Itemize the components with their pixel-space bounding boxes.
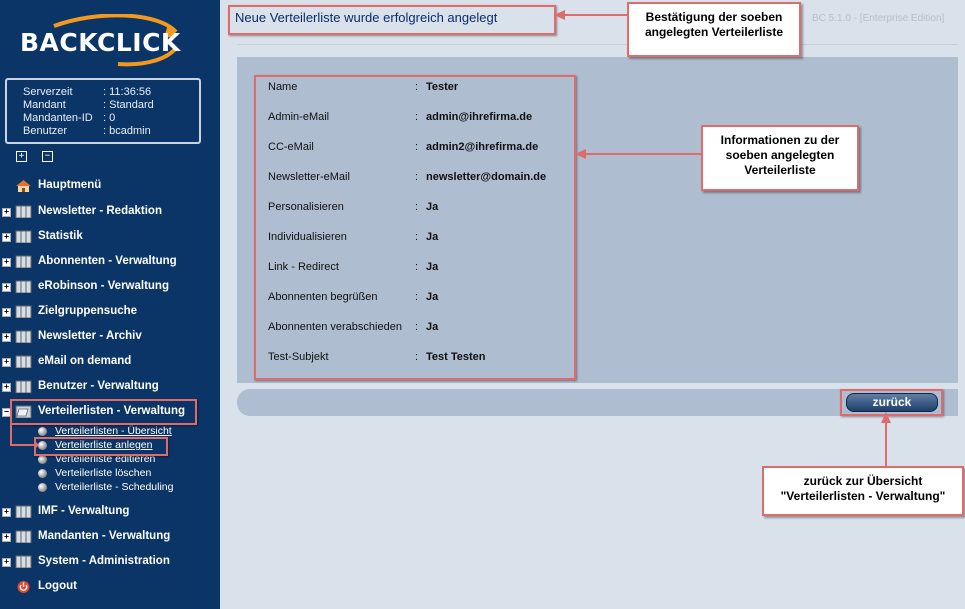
highlight-success-message: [228, 5, 556, 35]
callout-info: Informationen zu der soeben angelegten Verteilerliste: [701, 125, 859, 191]
plus-icon[interactable]: +: [2, 533, 11, 542]
sidebar: BACKCLICK Serverzeit : 11:36:56 Mandant : Standard Mandanten-ID : 0 Benutzer : bcadmin + − Hauptmenü + Newsletter - Redaktion + Statistik + Abonnenten - Verwaltung + eRobinson - Verwaltung + Zielgruppensuche + Newsletter - Archiv + eMail on demand + Benutzer - Verwaltung − Verteilerlisten - Verwaltung Verteilerlisten - Übersicht Verteilerliste anlegen Verteilerliste editieren Verteilerliste löschen Verteilerliste - Scheduling + IMF - Verwaltung + Mandanten - Verwaltung + System - Administration Logout: [0, 0, 220, 609]
menu-item-abonnenten-verwaltung[interactable]: + Abonnenten - Verwaltung: [0, 252, 220, 272]
annotation-arrow-info-icon: [575, 147, 703, 161]
menu-item-mandanten-verwaltung[interactable]: + Mandanten - Verwaltung: [0, 527, 220, 547]
plus-icon[interactable]: +: [2, 358, 11, 367]
backclick-logo: [18, 14, 198, 70]
plus-icon[interactable]: +: [2, 283, 11, 292]
menu-item-logout[interactable]: Logout: [0, 577, 220, 597]
divider: [237, 44, 958, 45]
cabinet-icon: [15, 555, 32, 568]
cabinet-icon: [15, 355, 32, 368]
home-icon: [15, 179, 32, 192]
bullet-icon: [38, 469, 47, 478]
success-message: Neue Verteilerliste wurde erfolgreich angelegt: [235, 10, 498, 25]
plus-icon[interactable]: +: [2, 308, 11, 317]
annotation-arrow-sidebar-icon: [5, 418, 40, 450]
callout-back: zurück zur Übersicht "Verteilerlisten - Verwaltung": [762, 466, 964, 516]
collapse-all-icon[interactable]: −: [42, 151, 53, 162]
cabinet-icon: [15, 280, 32, 293]
menu-item-system-administration[interactable]: + System - Administration: [0, 552, 220, 572]
zurueck-button[interactable]: zurück: [846, 393, 938, 412]
logo-text: BACKCLICK: [20, 28, 181, 57]
menu-item-zielgruppensuche[interactable]: + Zielgruppensuche: [0, 302, 220, 322]
bullet-icon: [38, 455, 47, 464]
highlight-details: [254, 75, 576, 380]
menu-item-benutzer-verwaltung[interactable]: + Benutzer - Verwaltung: [0, 377, 220, 397]
menu-item-email-on-demand[interactable]: + eMail on demand: [0, 352, 220, 372]
cabinet-icon: [15, 530, 32, 543]
cabinet-icon: [15, 380, 32, 393]
cabinet-icon: [15, 505, 32, 518]
plus-icon[interactable]: +: [2, 508, 11, 517]
plus-icon[interactable]: +: [2, 208, 11, 217]
menu-item-verteilerlisten-verwaltung[interactable]: − Verteilerlisten - Verwaltung: [0, 402, 220, 422]
menu-item-hauptmenue[interactable]: Hauptmenü: [0, 176, 220, 196]
expand-all-icon[interactable]: +: [16, 151, 27, 162]
menu-item-erobinson-verwaltung[interactable]: + eRobinson - Verwaltung: [0, 277, 220, 297]
plus-icon[interactable]: +: [2, 333, 11, 342]
menu-item-newsletter-archiv[interactable]: + Newsletter - Archiv: [0, 327, 220, 347]
highlight-verteilerliste-anlegen: [34, 437, 168, 456]
cabinet-icon: [15, 255, 32, 268]
callout-confirmation: Bestätigung der soeben angelegten Verteilerliste: [627, 2, 801, 57]
version-label: BC 5.1.0 - [Enterprise Edition]: [812, 13, 945, 24]
plus-icon[interactable]: +: [2, 383, 11, 392]
cabinet-icon: [15, 205, 32, 218]
server-info-box: Serverzeit : 11:36:56 Mandant : Standard Mandanten-ID : 0 Benutzer : bcadmin: [5, 78, 201, 144]
plus-icon[interactable]: +: [2, 558, 11, 567]
plus-icon[interactable]: +: [2, 233, 11, 242]
annotation-arrow-confirm-icon: [554, 8, 629, 22]
minus-icon[interactable]: −: [2, 408, 11, 417]
cabinet-icon: [15, 305, 32, 318]
menu-item-newsletter-redaktion[interactable]: + Newsletter - Redaktion: [0, 202, 220, 222]
power-icon: [15, 580, 32, 593]
menu-item-statistik[interactable]: + Statistik: [0, 227, 220, 247]
cabinet-icon: [15, 230, 32, 243]
cabinet-icon: [15, 330, 32, 343]
plus-icon[interactable]: +: [2, 258, 11, 267]
annotation-arrow-back-icon: [879, 412, 893, 468]
bullet-icon: [38, 483, 47, 492]
menu-item-imf-verwaltung[interactable]: + IMF - Verwaltung: [0, 502, 220, 522]
